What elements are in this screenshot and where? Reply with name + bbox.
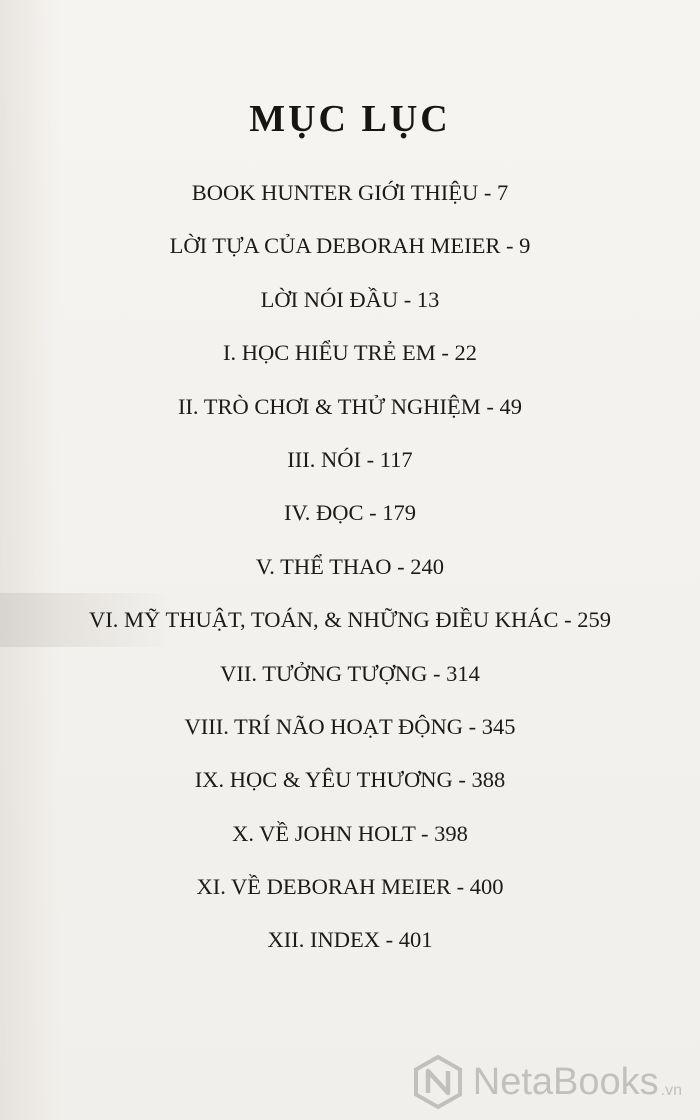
watermark xyxy=(411,1052,682,1112)
toc-entry: I. HỌC HIỂU TRẺ EM - 22 xyxy=(223,340,477,366)
toc-entry: V. THỂ THAO - 240 xyxy=(255,553,445,579)
toc-entry: III. NÓI - 117 xyxy=(287,446,413,472)
toc-entry: IV. ĐỌC - 179 xyxy=(283,500,417,526)
netabooks-logo-icon xyxy=(411,1055,465,1109)
toc-entry: LỜI NÓI ĐẦU - 13 xyxy=(260,286,440,312)
toc-entry: BOOK HUNTER GIỚI THIỆU - 7 xyxy=(191,180,509,205)
watermark-suffix: .vn xyxy=(660,1082,682,1099)
toc-entry: II. TRÒ CHƠI & THỬ NGHIỆM - 49 xyxy=(177,393,523,419)
toc-entry: X. VỀ JOHN HOLT - 398 xyxy=(232,820,468,846)
toc-entry: IX. HỌC & YÊU THƯƠNG - 388 xyxy=(194,767,506,793)
watermark-brand: NetaBooks xyxy=(472,1060,659,1103)
page-title: MỤC LỤC xyxy=(249,98,451,141)
toc-entry: LỜI TỰA CỦA DEBORAH MEIER - 9 xyxy=(169,233,531,259)
toc-entry: VI. MỸ THUẬT, TOÁN, & NHỮNG ĐIỀU KHÁC - 259 xyxy=(0,593,700,646)
toc-entry: XI. VỀ DEBORAH MEIER - 400 xyxy=(196,874,504,900)
table-of-contents xyxy=(0,166,700,967)
toc-entry: VII. TƯỞNG TƯỢNG - 314 xyxy=(220,660,480,686)
toc-entry: XII. INDEX - 401 xyxy=(267,927,433,953)
toc-entry: VIII. TRÍ NÃO HOẠT ĐỘNG - 345 xyxy=(184,713,516,739)
